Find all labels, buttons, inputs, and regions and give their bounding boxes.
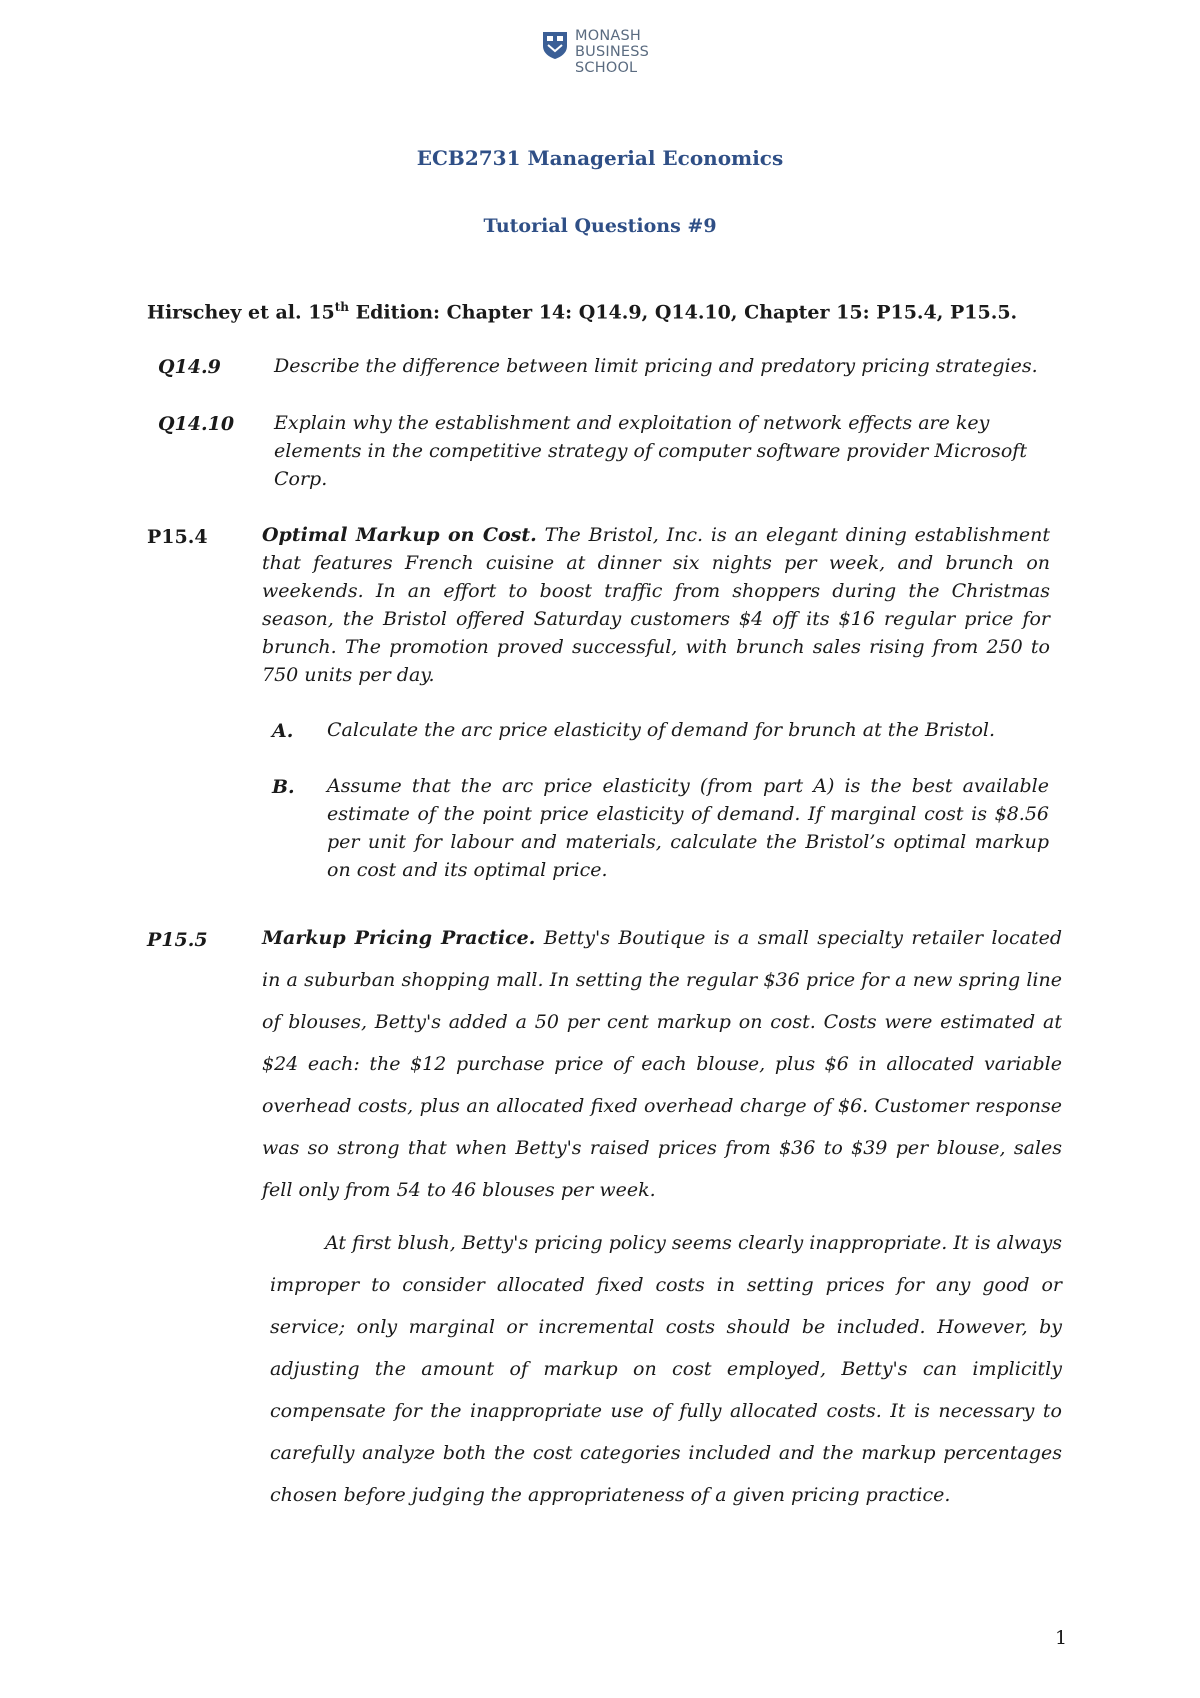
question-label-p15-5: P15.5	[147, 929, 208, 951]
question-label-q14-9: Q14.9	[158, 356, 221, 378]
logo-line-1: MONASH	[575, 28, 641, 44]
monash-crest-icon	[541, 30, 569, 60]
page-number: 1	[1055, 1627, 1068, 1649]
monash-logo	[541, 28, 649, 80]
body-p15-4: The Bristol, Inc. is an elegant dining establishment that features French cuisine at dinner six nights per week, and brunch on weekends. In an effort to boost traffic from shoppers during the Christmas season, the Bristol offered Saturday customers $4 off its $16 regular price for brunch. The promotion proved successful, with brunch sales rising from 250 to 750 units per day.	[262, 524, 1051, 686]
body-p15-5: Betty's Boutique is a small specialty retailer located in a suburban shopping mall. In setting the regular $36 price for a new spring line of blouses, Betty's added a 50 per cent markup on cost. Costs were estimated at $24 each: the $12 purchase price of each blouse, plus $6 in allocated variable overhead costs, plus an allocated fixed overhead charge of $6. Customer response was so strong that when Betty's raised prices from $36 to $39 per blouse, sales fell only from 54 to 46 blouses per week.	[262, 927, 1062, 1201]
reference-superscript: th	[334, 300, 349, 314]
paragraph-p15-5-second: At first blush, Betty's pricing policy seems clearly inappropriate. It is always improper to consider allocated fixed costs in setting prices for any good or service; only marginal or incremental costs should be included. However, by adjusting the amount of markup on cost employed, Betty's can implicitly compensate for the inappropriate use of fully allocated costs. It is necessary to carefully analyze both the cost categories included and the markup percentages chosen before judging the appropriateness of a given pricing practice.	[270, 1232, 1062, 1506]
question-text-q14-9: Describe the difference between limit pricing and predatory pricing strategies.	[274, 355, 1038, 377]
part-label-b: B.	[272, 776, 295, 798]
part-text-b: Assume that the arc price elasticity (from part A) is the best available estimate of the point price elasticity of demand. If marginal cost is $8.56 per unit for labour and materials, calculate the Bristol’s optimal markup on cost and its optimal price.	[327, 775, 1049, 881]
part-text-a: Calculate the arc price elasticity of demand for brunch at the Bristol.	[327, 719, 996, 741]
textbook-reference	[147, 300, 1017, 323]
logo-line-3: SCHOOL	[575, 60, 638, 76]
heading-p15-4: Optimal Markup on Cost.	[262, 524, 537, 546]
course-title: ECB2731 Managerial Economics	[416, 146, 784, 170]
logo-line-2: BUSINESS	[575, 44, 650, 60]
reference-prefix: Hirschey et al. 15	[147, 301, 335, 324]
part-label-a: A.	[272, 720, 294, 742]
question-text-p15-4	[262, 521, 1050, 689]
question-label-p15-4: P15.4	[147, 526, 208, 548]
logo-text	[575, 28, 649, 76]
question-text-q14-10: Explain why the establishment and exploitation of network effects are key elements in the competitive strategy of computer software provider Microsoft Corp.	[274, 412, 1027, 490]
heading-p15-5: Markup Pricing Practice.	[262, 927, 536, 949]
question-label-q14-10: Q14.10	[158, 413, 235, 435]
tutorial-title: Tutorial Questions #9	[483, 215, 717, 237]
question-text-p15-5	[262, 917, 1062, 1211]
reference-suffix: Edition: Chapter 14: Q14.9, Q14.10, Chapter 15: P15.4, P15.5.	[348, 301, 1018, 324]
